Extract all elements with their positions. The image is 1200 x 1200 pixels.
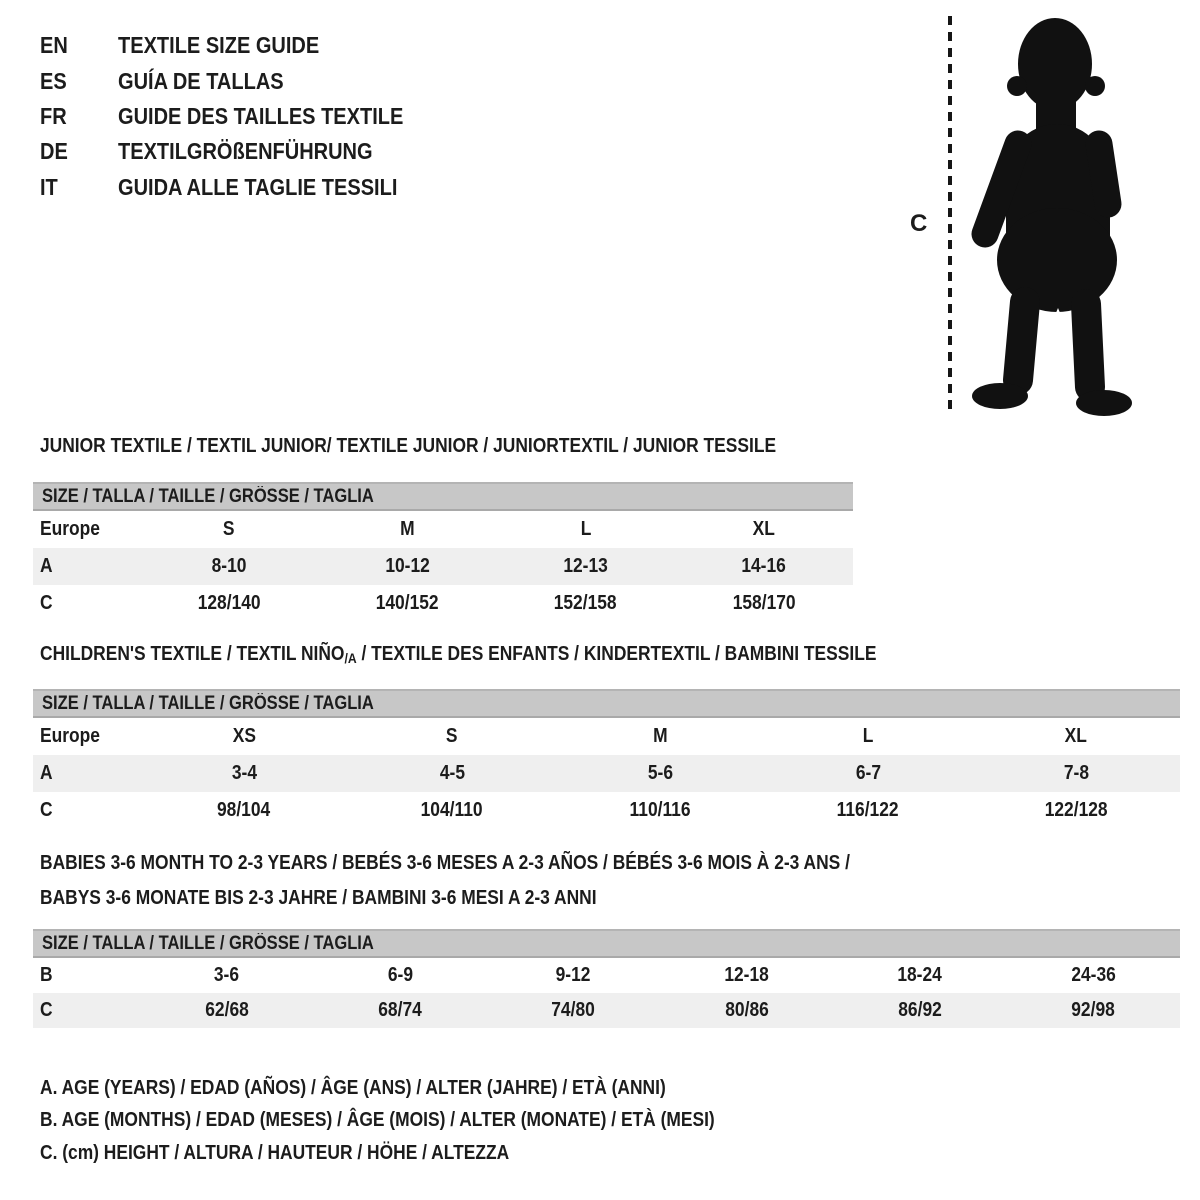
table-cell: 122/128 <box>1044 799 1108 821</box>
language-code: EN <box>40 32 68 59</box>
children-age-row <box>33 755 1180 792</box>
table-cell: 8-10 <box>211 555 247 577</box>
table-cell: 12-18 <box>724 964 769 986</box>
language-label: TEXTILE SIZE GUIDE <box>118 32 320 59</box>
row-label: B <box>40 964 53 986</box>
babies-height-row <box>33 993 1180 1028</box>
table-cell: 98/104 <box>217 799 271 821</box>
table-cell: 80/86 <box>724 999 769 1021</box>
language-label: GUÍA DE TALLAS <box>118 67 284 94</box>
table-cell: 24-36 <box>1071 964 1116 986</box>
size-column-header: XL <box>752 518 775 540</box>
size-column-header: M <box>400 518 415 540</box>
table-cell: 7-8 <box>1063 762 1089 784</box>
measure-legend <box>40 1072 816 1170</box>
table-cell: 68/74 <box>378 999 422 1021</box>
table-cell: 9-12 <box>555 964 591 986</box>
row-label: C <box>40 592 53 614</box>
row-label: A <box>40 762 53 784</box>
babies-age-row <box>33 958 1180 993</box>
table-cell: 62/68 <box>204 999 249 1021</box>
language-label: GUIDE DES TAILLES TEXTILE <box>118 102 404 129</box>
language-label: TEXTILGRÖßENFÜHRUNG <box>118 138 373 165</box>
junior-section-title: JUNIOR TEXTILE / TEXTIL JUNIOR/ TEXTILE JUNIOR / JUNIORTEXTIL / JUNIOR TESSILE <box>40 435 777 457</box>
language-code: FR <box>40 102 67 129</box>
table-cell: 116/122 <box>837 799 899 821</box>
table-cell: 152/158 <box>554 592 618 614</box>
language-row-de <box>40 134 446 169</box>
height-dashed-line <box>948 16 952 416</box>
language-row-es <box>40 63 446 98</box>
children-section-title: CHILDREN'S TEXTILE / TEXTIL NIÑO/A / TEXTILE DES ENFANTS / KINDERTEXTIL / BAMBINI TESSILE <box>40 643 877 666</box>
size-column-header: S <box>223 518 235 540</box>
region-label: Europe <box>40 725 100 747</box>
language-label: GUIDA ALLE TAGLIE TESSILI <box>118 173 398 200</box>
junior-header-row <box>33 511 853 548</box>
row-label: C <box>40 799 53 821</box>
children-header-row <box>33 718 1180 755</box>
language-list <box>40 28 446 205</box>
junior-height-row <box>33 585 853 622</box>
table-cell: 14-16 <box>741 555 787 577</box>
language-row-fr <box>40 99 446 134</box>
gender-subscript: /A <box>344 650 357 666</box>
table-cell: 3-6 <box>214 964 240 986</box>
height-measure-label-c: C <box>910 210 928 237</box>
table-cell: 92/98 <box>1071 999 1116 1021</box>
children-size-bar: SIZE / TALLA / TAILLE / GRÖSSE / TAGLIA <box>33 689 1180 718</box>
table-cell: 140/152 <box>375 592 439 614</box>
size-column-header: M <box>652 725 668 747</box>
table-cell: 74/80 <box>551 999 596 1021</box>
table-cell: 104/110 <box>421 799 483 821</box>
legend-line-c: C. (cm) HEIGHT / ALTURA / HAUTEUR / HÖHE / ALTEZZA <box>40 1141 510 1164</box>
table-cell: 128/140 <box>197 592 261 614</box>
language-code: ES <box>40 67 67 94</box>
table-cell: 158/170 <box>732 592 796 614</box>
table-cell: 4-5 <box>439 762 465 784</box>
size-column-header: L <box>580 518 591 540</box>
legend-line-a: A. AGE (YEARS) / EDAD (AÑOS) / ÂGE (ANS) / ALTER (JAHRE) / ETÀ (ANNI) <box>40 1076 666 1099</box>
table-cell: 12-13 <box>563 555 608 577</box>
legend-line-b: B. AGE (MONTHS) / EDAD (MESES) / ÂGE (MOIS) / ALTER (MONATE) / ETÀ (MESI) <box>40 1109 715 1132</box>
table-cell: 6-9 <box>387 964 413 986</box>
children-size-table <box>33 689 1180 829</box>
size-column-header: XL <box>1064 725 1088 747</box>
babies-section-title: BABIES 3-6 MONTH TO 2-3 YEARS / BEBÉS 3-6 MESES A 2-3 AÑOS / BÉBÉS 3-6 MOIS À 2-3 ANS / BABYS 3-6 MONATE BIS 2-3 JAHRE / BAMBINI 3-6 MESI A 2-3 ANNI <box>40 852 850 909</box>
language-code: IT <box>40 173 58 200</box>
language-row-it <box>40 170 446 205</box>
size-column-header: S <box>446 725 458 747</box>
table-cell: 10-12 <box>385 555 430 577</box>
table-cell: 5-6 <box>647 762 673 784</box>
table-cell: 86/92 <box>898 999 942 1021</box>
children-height-row <box>33 792 1180 829</box>
size-column-header: L <box>862 725 874 747</box>
table-cell: 6-7 <box>855 762 881 784</box>
language-code: DE <box>40 138 68 165</box>
row-label: C <box>40 999 53 1021</box>
junior-age-row <box>33 548 853 585</box>
size-column-header: XS <box>232 725 256 747</box>
table-cell: 110/116 <box>629 799 691 821</box>
junior-size-bar: SIZE / TALLA / TAILLE / GRÖSSE / TAGLIA <box>33 482 853 511</box>
region-label: Europe <box>40 518 100 540</box>
language-row-en <box>40 28 446 63</box>
babies-size-bar: SIZE / TALLA / TAILLE / GRÖSSE / TAGLIA <box>33 929 1180 958</box>
babies-size-table <box>33 929 1180 1028</box>
toddler-silhouette-image <box>958 12 1138 417</box>
table-cell: 3-4 <box>231 762 257 784</box>
row-label: A <box>40 555 53 577</box>
junior-size-table <box>33 482 853 622</box>
table-cell: 18-24 <box>897 964 943 986</box>
